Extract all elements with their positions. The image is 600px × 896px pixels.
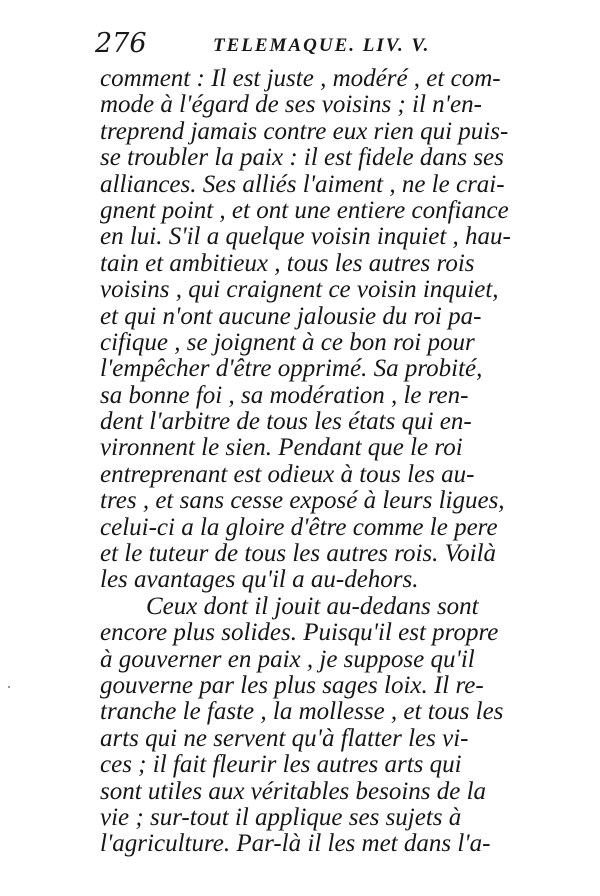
text-line: l'agriculture. Par-là il les met dans l'a- — [100, 831, 491, 858]
text-line: cifique , se joignent à ce bon roi pour — [100, 329, 475, 356]
text-line: vie ; sur-tout il applique ses sujets à — [100, 804, 462, 831]
text-line: et le tuteur de tous les autres rois. Voilà — [100, 541, 497, 568]
text-line: les avantages qu'il a au-dehors. — [100, 567, 419, 594]
text-line: à gouverner en paix , je suppose qu'il — [100, 646, 475, 673]
text-line: encore plus solides. Puisqu'il est propre — [100, 620, 499, 647]
text-line: treprend jamais contre eux rien qui puis- — [100, 118, 509, 145]
text-line: gouverne par les plus sages loix. Il re- — [100, 672, 484, 699]
text-line: sont utiles aux véritables besoins de la — [100, 778, 487, 805]
page-number: 276 — [95, 28, 147, 59]
text-line: celui-ci a la gloire d'être comme le pere — [100, 514, 498, 541]
text-line: entreprenant est odieux à tous les au- — [100, 461, 475, 488]
text-line: tranche le faste , la mollesse , et tous les — [100, 699, 504, 726]
text-line: se troubler la paix : il est fidele dans ses — [100, 145, 504, 172]
body-text — [100, 66, 560, 858]
text-line: tain et ambitieux , tous les autres rois — [100, 250, 475, 277]
text-line: tres , et sans cesse exposé à leurs ligues, — [100, 488, 505, 515]
text-line: alliances. Ses alliés l'aiment , ne le crai- — [100, 171, 505, 198]
text-line: et qui n'ont aucune jalousie du roi pa- — [100, 303, 482, 330]
text-line: l'empêcher d'être opprimé. Sa probité, — [100, 356, 483, 383]
text-line: mode à l'égard de ses voisins ; il n'en- — [100, 92, 482, 119]
text-line: dent l'arbitre de tous les états qui en- — [100, 409, 472, 436]
page-header — [95, 20, 555, 60]
text-line: arts qui ne servent qu'à flatter les vi- — [100, 725, 469, 752]
paragraph-start-line: Ceux dont il jouit au-dedans sont — [146, 593, 479, 620]
text-line: ces ; il fait fleurir les autres arts qui — [100, 752, 462, 779]
margin-speck — [8, 686, 10, 688]
text-line: voisins , qui craignent ce voisin inquiet, — [100, 277, 499, 304]
text-line: vironnent le sien. Pendant que le roi — [100, 435, 463, 462]
running-head: TELEMAQUE. LIV. V. — [213, 35, 431, 56]
text-line: en lui. S'il a quelque voisin inquiet , hau- — [100, 224, 511, 251]
text-line: comment : Il est juste , modéré , et com- — [100, 66, 501, 92]
text-line: sa bonne foi , sa modération , le ren- — [100, 382, 469, 409]
text-line: gnent point , et ont une entiere confiance — [100, 197, 509, 224]
